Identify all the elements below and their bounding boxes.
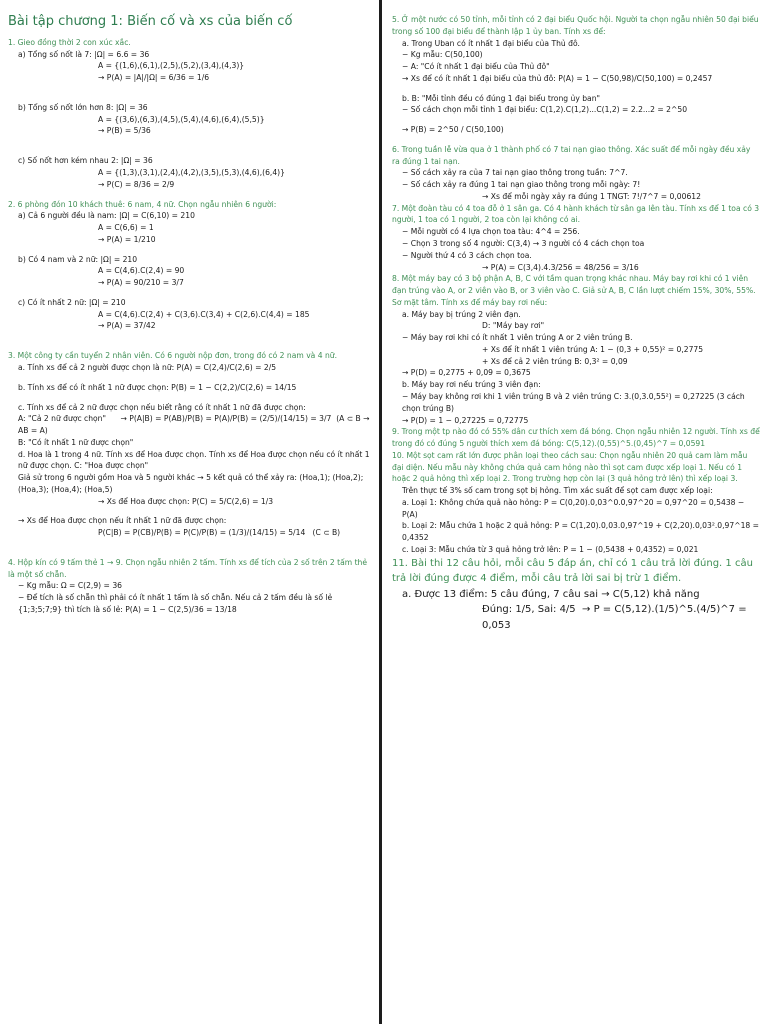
text-line: → P(A) = 37/42	[98, 321, 156, 331]
text-line: a. Máy bay bị trúng 2 viên đạn.	[402, 309, 521, 319]
text-line: − Số cách chọn mỗi tỉnh 1 đại biểu: C(1,2).C(1,2)...C(1,2) = 2.2...2 = 2^50	[402, 105, 688, 115]
text-line: b) Có 4 nam và 2 nữ: |Ω| = 210	[18, 254, 138, 264]
document-title: Bài tập chương 1: Biến cố và xs của biến cố	[8, 14, 293, 29]
text-line: − Chọn 3 trong số 4 người: C(3,4) → 3 người có 4 cách chọn toa	[402, 239, 645, 249]
text-line: D: "Máy bay rơi"	[482, 321, 545, 331]
right-column	[384, 0, 768, 1024]
text-line: − Kg mẫu: C(50,100)	[402, 50, 483, 60]
text-line: a. Loại 1: Không chứa quả nào hỏng: P = C(0,20).0,03^0.0,97^20 = 0,97^20 = 0,5438 − P(A)	[402, 497, 747, 519]
text-line: a. Được 13 điểm: 5 câu đúng, 7 câu sai → C(5,12) khả năng	[402, 588, 700, 600]
text-line: c) Số nốt hơn kém nhau 2: |Ω| = 36	[18, 156, 153, 166]
text-line: 9. Trong một tp nào đó có 55% dân cư thích xem đá bóng. Chọn ngẫu nhiên 12 người. Tính xs để trong đó có đúng 5 người thích xem đá bóng: C(5,12).(0,55)^5.(0,45)^7 = 0,0591	[392, 427, 763, 449]
text-line: − Máy bay không rơi khi 1 viên trúng B và 2 viên trúng C: 3.(0,3.0,55²) = 0,27225 (3 cách chọn trúng B)	[402, 391, 748, 413]
text-line: d. Hoa là 1 trong 4 nữ. Tính xs để Hoa được chọn. Tính xs để Hoa được chọn nếu có ít nhất 1 nữ được chọn. C: "Hoa được chọn"	[18, 449, 373, 471]
text-line: 11. Bài thi 12 câu hỏi, mỗi câu 5 đáp án, chỉ có 1 câu trả lời đúng. 1 câu trả lời đúng được 4 điểm, mỗi câu trả lời sai bị trừ 1 điểm.	[392, 557, 757, 585]
text-line: − Máy bay rơi khi có ít nhất 1 viên trúng A or 2 viên trúng B.	[402, 333, 633, 343]
text-line: A = {(3,6),(6,3),(4,5),(5,4),(4,6),(6,4),(5,5)}	[98, 114, 265, 124]
text-line	[8, 539, 370, 557]
text-line: A: "Cả 2 nữ được chọn" → P(A|B) = P(AB)/P(B) = P(A)/P(B) = (2/5)/(14/15) = 3/7 (A ⊂ B → AB = A)	[18, 414, 372, 436]
text-line: → P(A) = |A|/|Ω| = 6/36 = 1/6	[98, 73, 210, 83]
text-line: 6. Trong tuần lễ vừa qua ở 1 thành phố có 7 tai nạn giao thông. Xác suất để mỗi ngày đều xảy ra đúng 1 tai nạn.	[392, 144, 753, 166]
text-line: → P(B) = 5/36	[98, 126, 151, 136]
text-line: b) Tổng số nốt lớn hơn 8: |Ω| = 36	[18, 102, 148, 112]
text-line: + Xs để ít nhất 1 viên trúng A: 1 − (0,3 + 0,55)² = 0,2775	[482, 344, 704, 354]
text-line: 4. Hộp kín có 9 tấm thẻ 1 → 9. Chọn ngẫu nhiên 2 tấm. Tính xs để tích của 2 số trên 2 tấm thẻ là một số chẵn.	[8, 557, 370, 579]
text-line: 8. Một máy bay có 3 bộ phận A, B, C với tầm quan trọng khác nhau. Máy bay rơi khi có 1 viên đạn trúng vào A, or 2 viên vào B, or 3 viên vào C. Giả sử A, B, C lần lượt chiếm 15%, 30%, 55%. Sơ mặt tâm. Tính xs để máy bay rơi nếu:	[392, 274, 759, 307]
text-line: 1. Gieo đồng thời 2 con xúc xắc.	[8, 37, 131, 47]
text-line: a) Tổng số nốt là 7: |Ω| = 6.6 = 36	[18, 49, 150, 59]
text-line: P(C|B) = P(CB)/P(B) = P(C)/P(B) = (1/3)/(14/15) = 5/14 (C ⊂ B)	[98, 528, 341, 538]
text-line: 7. Một đoàn tàu có 4 toa đỗ ở 1 sân ga. Có 4 hành khách từ sân ga lên tàu. Tính xs để 1 toa có 3 người, 1 toa có 1 người, 2 toa còn lại không có ai.	[392, 203, 762, 225]
text-line: 3. Một công ty cần tuyển 2 nhân viên. Có 6 người nộp đơn, trong đó có 2 nam và 4 nữ.	[8, 351, 338, 361]
text-line	[8, 289, 370, 297]
text-line: a) Cả 6 người đều là nam: |Ω| = C(6,10) = 210	[18, 211, 195, 221]
text-line	[392, 85, 760, 93]
column-divider	[379, 0, 382, 1024]
text-line: → P(A) = C(3,4).4.3/256 = 48/256 = 3/16	[482, 262, 639, 272]
text-line: − Mỗi người có 4 lựa chọn toa tàu: 4^4 = 256.	[402, 227, 580, 237]
text-line: − A: "Có ít nhất 1 đại biểu của Thủ đô"	[402, 62, 550, 72]
text-line: b. Máy bay rơi nếu trúng 3 viên đạn:	[402, 380, 541, 390]
text-line	[392, 136, 760, 144]
text-line: 2. 6 phòng đón 10 khách thuê: 6 nam, 4 nữ. Chọn ngẫu nhiên 6 người:	[8, 199, 277, 209]
text-line: − Số cách xảy ra của 7 tai nạn giao thông trong tuần: 7^7.	[402, 168, 628, 178]
text-line: c) Có ít nhất 2 nữ: |Ω| = 210	[18, 297, 126, 307]
text-line: → Xs để Hoa được chọn: P(C) = 5/C(2,6) = 1/3	[98, 496, 274, 506]
text-line: a. Trong Uban có ít nhất 1 đại biểu của Thủ đô.	[402, 38, 580, 48]
text-line: 5. Ở một nước có 50 tỉnh, mỗi tỉnh có 2 đại biểu Quốc hội. Người ta chọn ngẫu nhiên 50 đại biểu trong số 100 đại biểu để thành lập 1 ủy ban. Tính xs để:	[392, 15, 762, 36]
text-line: − Để tích là số chẵn thì phải có ít nhất 1 tấm là số chẵn. Nếu cả 2 tấm đều là số lẻ {1;3;5;7;9} thì tích là số lẻ: P(A) = 1 − C(2,5)/36 = 13/18	[18, 593, 335, 614]
text-line: b. Loại 2: Mẫu chứa 1 hoặc 2 quả hỏng: P = C(1,20).0,03.0,97^19 + C(2,20).0,03².0,97^18 = 0,4352	[402, 521, 762, 543]
text-line: + Xs để cả 2 viên trúng B: 0,3² = 0,09	[482, 356, 628, 366]
text-line: a. Tính xs để cả 2 người được chọn là nữ: P(A) = C(2,4)/C(2,6) = 2/5	[18, 362, 277, 372]
text-line: b. B: "Mỗi tỉnh đều có đúng 1 đại biểu trong ủy ban"	[402, 93, 601, 103]
text-line: 10. Một sọt cam rất lớn được phân loại theo cách sau: Chọn ngẫu nhiên 20 quả cam làm mẫu đại diện. Nếu mẫu này không chứa quả cam hỏng nào thì sọt cam được xếp loại 1. Nếu có 1 hoặc 2 quả hỏng thì xếp loại 2. Trong trường hợp còn lại (3 quả hỏng trở lên) thì xếp loại 3.	[392, 450, 750, 484]
text-line	[8, 137, 370, 155]
text-line: A = C(4,6).C(2,4) = 90	[98, 266, 185, 276]
text-line: → Xs để mỗi ngày xảy ra đúng 1 TNGT: 7!/7^7 = 0,00612	[482, 191, 701, 201]
text-line: c. Tính xs để cả 2 nữ được chọn nếu biết rằng có ít nhất 1 nữ đã được chọn:	[18, 402, 306, 412]
text-line: Giả sử trong 6 người gồm Hoa và 5 người khác → 5 kết quả có thể xảy ra: (Hoa,1); (Hoa,2); (Hoa,3); (Hoa,4); (Hoa,5)	[18, 473, 366, 494]
left-column	[0, 0, 378, 1024]
text-line	[8, 84, 370, 102]
text-line	[8, 191, 370, 199]
text-line	[8, 394, 370, 402]
text-line: − Kg mẫu: Ω = C(2,9) = 36	[18, 581, 122, 591]
text-line: − Số cách xảy ra đúng 1 tai nạn giao thông trong mỗi ngày: 7!	[402, 180, 641, 190]
text-line: → Xs để có ít nhất 1 đại biểu của thủ đô: P(A) = 1 − C(50,98)/C(50,100) = 0,2457	[402, 73, 713, 83]
text-line: → P(D) = 1 − 0,27225 = 0,72775	[402, 415, 529, 425]
text-line: → P(A) = 1/210	[98, 234, 156, 244]
text-line: → P(A) = 90/210 = 3/7	[98, 278, 184, 288]
text-line	[392, 116, 760, 124]
text-line: Đúng: 1/5, Sai: 4/5 → P = C(5,12).(1/5)^5.(4/5)^7 = 0,053	[482, 604, 750, 631]
text-line: B: "Có ít nhất 1 nữ được chọn"	[18, 437, 134, 447]
text-line	[8, 246, 370, 254]
text-line: → P(B) = 2^50 / C(50,100)	[402, 125, 504, 135]
text-line: A = {(1,3),(3,1),(2,4),(4,2),(3,5),(5,3),(4,6),(6,4)}	[98, 168, 285, 178]
text-line	[8, 374, 370, 382]
text-line: A = C(6,6) = 1	[98, 223, 154, 233]
text-line: b. Tính xs để có ít nhất 1 nữ được chọn: P(B) = 1 − C(2,2)/C(2,6) = 14/15	[18, 382, 297, 392]
text-line: → Xs để Hoa được chọn nếu ít nhất 1 nữ đã được chọn:	[18, 516, 227, 526]
text-line	[8, 332, 370, 350]
text-line: − Người thứ 4 có 3 cách chọn toa.	[402, 250, 532, 260]
left-content	[8, 37, 373, 616]
text-line: A = {(1,6),(6,1),(2,5),(5,2),(3,4),(4,3)}	[98, 61, 245, 71]
text-line: c. Loại 3: Mẫu chứa từ 3 quả hỏng trở lên: P = 1 − (0,5438 + 0,4352) = 0,021	[402, 544, 699, 554]
text-line: → P(C) = 8/36 = 2/9	[98, 179, 175, 189]
text-line: → P(D) = 0,2775 + 0,09 = 0,3675	[402, 368, 531, 378]
text-line: A = C(4,6).C(2,4) + C(3,6).C(3,4) + C(2,6).C(4,4) = 185	[98, 309, 310, 319]
text-line	[8, 507, 370, 515]
right-content	[392, 14, 763, 633]
text-line: Trên thực tế 3% số cam trong sọt bị hỏng. Tìm xác suất để sọt cam được xếp loại:	[402, 486, 713, 496]
